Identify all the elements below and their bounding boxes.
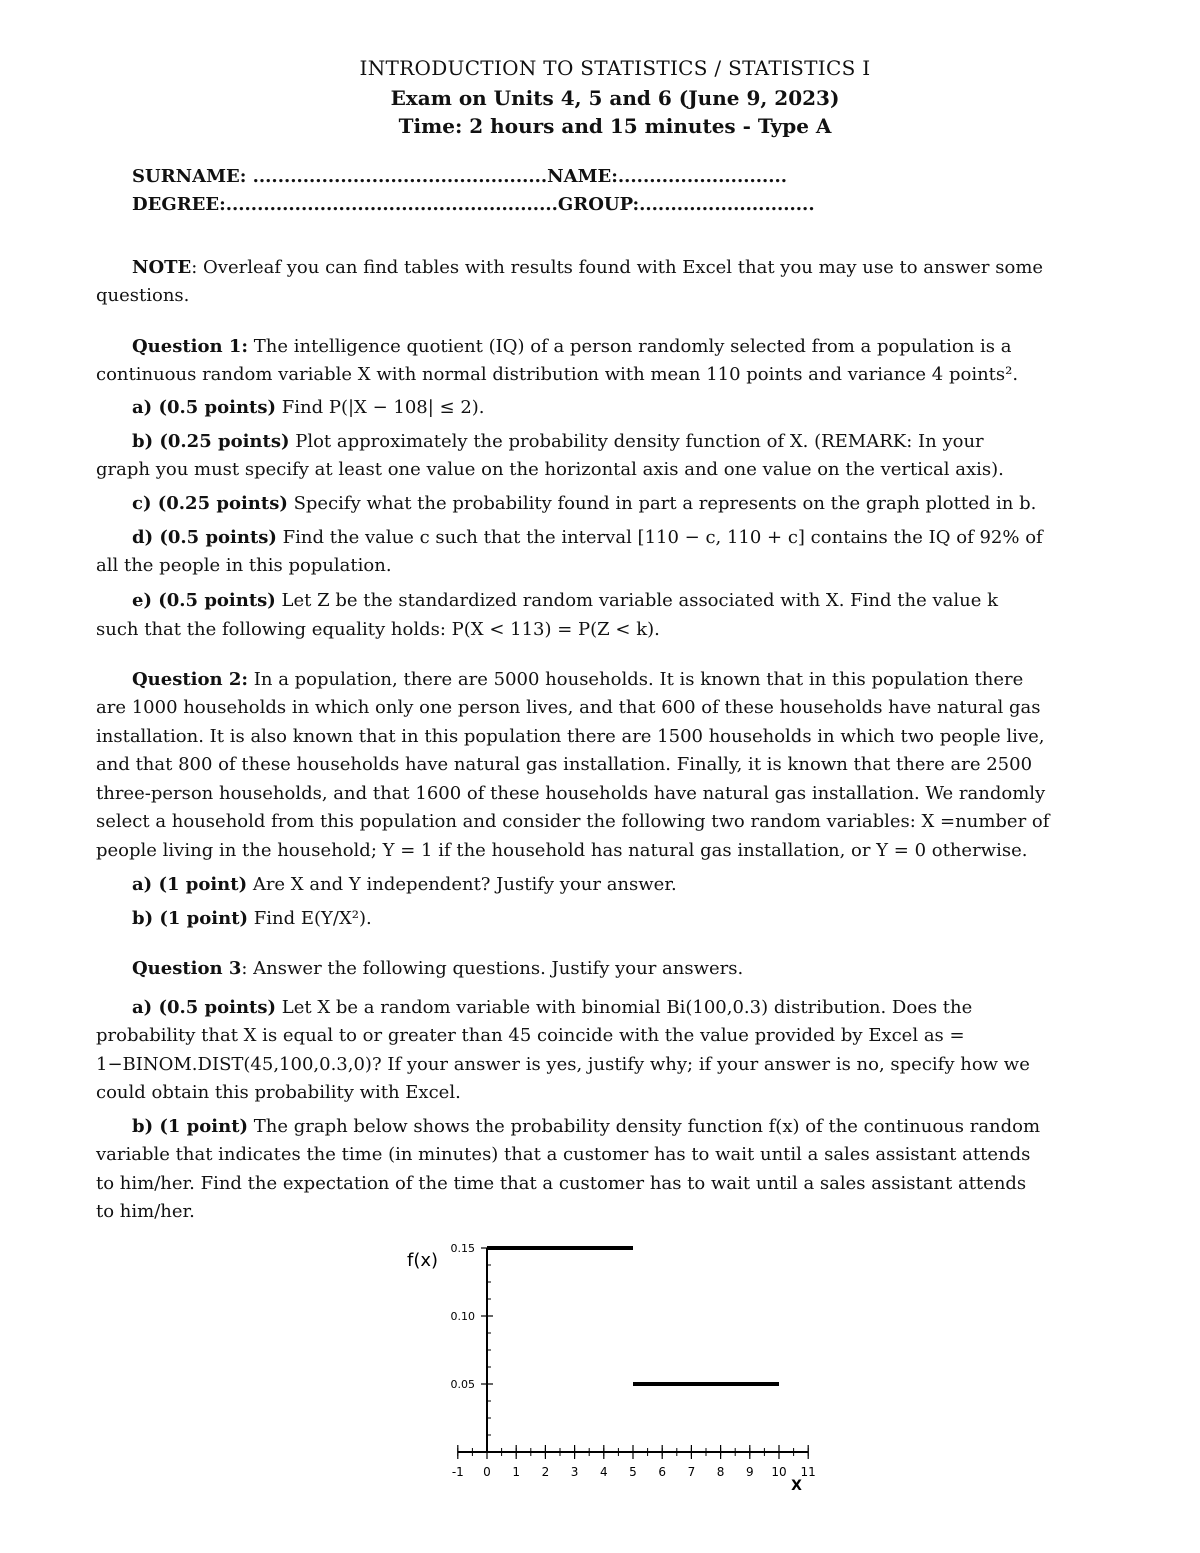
q1-part-e: e) (0.5 points) Let Z be the standardized random variable associated with X. Find the value k xyxy=(132,590,998,611)
x-axis-label: X xyxy=(791,1478,802,1494)
q2-part-a: a) (1 point) Are X and Y independent? Justify your answer. xyxy=(132,874,677,895)
x-tick-label: 8 xyxy=(716,1465,725,1479)
q3-part-b-line-3: to him/her. Find the expectation of the time that a customer has to wait until a sales assistant attends xyxy=(96,1173,1027,1194)
q3-intro: Question 3: Answer the following questions. Justify your answers. xyxy=(132,958,744,979)
x-tick-label: 11 xyxy=(800,1465,816,1479)
q2-line-2: are 1000 households in which only one person lives, and that 600 of these households have natural gas xyxy=(96,697,1041,718)
q1-part-e-cont: such that the following equality holds: P(X < 113) = P(Z < k). xyxy=(96,619,660,640)
x-tick-label: 1 xyxy=(512,1465,521,1479)
q3-label: Question 3 xyxy=(132,958,242,979)
q3-part-a-line-4: could obtain this probability with Excel. xyxy=(96,1082,461,1103)
x-tick-label: 0 xyxy=(483,1465,491,1479)
note-line-2: questions. xyxy=(96,285,190,306)
x-tick-label: 5 xyxy=(629,1465,637,1479)
x-tick-label: 2 xyxy=(541,1465,550,1479)
q1-part-d: d) (0.5 points) Find the value c such that the interval [110 − c, 110 + c] contains the IQ of 92% of xyxy=(132,527,1043,548)
q3-part-b-line-4: to him/her. xyxy=(96,1201,195,1222)
x-tick-label: -1 xyxy=(451,1465,464,1479)
x-tick-label: 10 xyxy=(771,1465,787,1479)
q3-part-b-line-2: variable that indicates the time (in minutes) that a customer has to wait until a sales assistant attends xyxy=(96,1144,1031,1165)
q2-part-b: b) (1 point) Find E(Y/X²). xyxy=(132,908,372,929)
surname-name-fields xyxy=(96,163,1166,192)
y-tick-label: 0.05 xyxy=(450,1378,475,1391)
x-tick-label: 6 xyxy=(658,1465,667,1479)
q2-line-4: and that 800 of these households have natural gas installation. Finally, it is known that there are 2500 xyxy=(96,754,1033,775)
y-tick-label: 0.15 xyxy=(450,1242,475,1255)
q3-part-a: a) (0.5 points) Let X be a random variable with binomial Bi(100,0.3) distribution. Does the xyxy=(132,997,973,1018)
q2-line-1: Question 2: In a population, there are 5000 households. It is known that in this population there xyxy=(132,669,1024,690)
x-tick-label: 7 xyxy=(687,1465,696,1479)
y-axis-label: f(x) xyxy=(407,1250,439,1271)
q2-line-5: three-person households, and that 1600 of these households have natural gas installation. We randomly xyxy=(96,783,1046,804)
y-tick-label: 0.10 xyxy=(450,1310,475,1323)
density-chart xyxy=(395,1230,835,1500)
degree-group-fields xyxy=(96,191,1166,220)
q1-line-1: Question 1: The intelligence quotient (IQ) of a person randomly selected from a population is a xyxy=(132,336,1012,357)
note-text: : Overleaf you can find tables with results found with Excel that you may use to answer some xyxy=(191,257,1044,278)
q3-part-a-line-3: 1−BINOM.DIST(45,100,0.3,0)? If your answer is yes, justify why; if your answer is no, specify how we xyxy=(96,1054,1030,1075)
note-label: NOTE xyxy=(132,257,192,278)
x-tick-label: 4 xyxy=(599,1465,608,1479)
note-line-1 xyxy=(96,254,1166,283)
name-field: NAME:........................... xyxy=(547,166,788,187)
degree-field: DEGREE:..................................................... xyxy=(132,194,558,215)
q2-line-3: installation. It is also known that in this population there are 1500 households in which two people live, xyxy=(96,726,1045,747)
exam-time: Time: 2 hours and 15 minutes - Type A xyxy=(398,114,832,138)
q1-line-2: continuous random variable X with normal distribution with mean 110 points and variance 4 points². xyxy=(96,364,1019,385)
q2-label: Question 2: xyxy=(132,669,249,690)
x-tick-label: 3 xyxy=(570,1465,579,1479)
group-field: GROUP:............................ xyxy=(557,194,815,215)
q3-part-a-line-2: probability that X is equal to or greater than 45 coincide with the value provided by Excel as = xyxy=(96,1025,965,1046)
q1-part-d-cont: all the people in this population. xyxy=(96,555,392,576)
course-title: INTRODUCTION TO STATISTICS / STATISTICS I xyxy=(359,56,871,80)
surname-field: SURNAME: ............................................... xyxy=(132,166,548,187)
q1-part-c: c) (0.25 points) Specify what the probability found in part a represents on the graph plotted in b. xyxy=(132,493,1037,514)
q2-line-7: people living in the household; Y = 1 if the household has natural gas installation, or Y = 0 otherwise. xyxy=(96,840,1028,861)
q1-label: Question 1: xyxy=(132,336,249,357)
q1-part-b-cont: graph you must specify at least one value on the horizontal axis and one value on the vertical axis). xyxy=(96,459,1004,480)
q1-part-b: b) (0.25 points) Plot approximately the probability density function of X. (REMARK: In your xyxy=(132,431,984,452)
exam-subtitle: Exam on Units 4, 5 and 6 (June 9, 2023) xyxy=(390,86,840,110)
x-tick-label: 9 xyxy=(745,1465,754,1479)
q1-part-a: a) (0.5 points) Find P(|X − 108| ≤ 2). xyxy=(132,397,485,418)
q3-part-b: b) (1 point) The graph below shows the probability density function f(x) of the continuous random xyxy=(132,1116,1041,1137)
q2-line-6: select a household from this population and consider the following two random variables: X =number of xyxy=(96,811,1050,832)
